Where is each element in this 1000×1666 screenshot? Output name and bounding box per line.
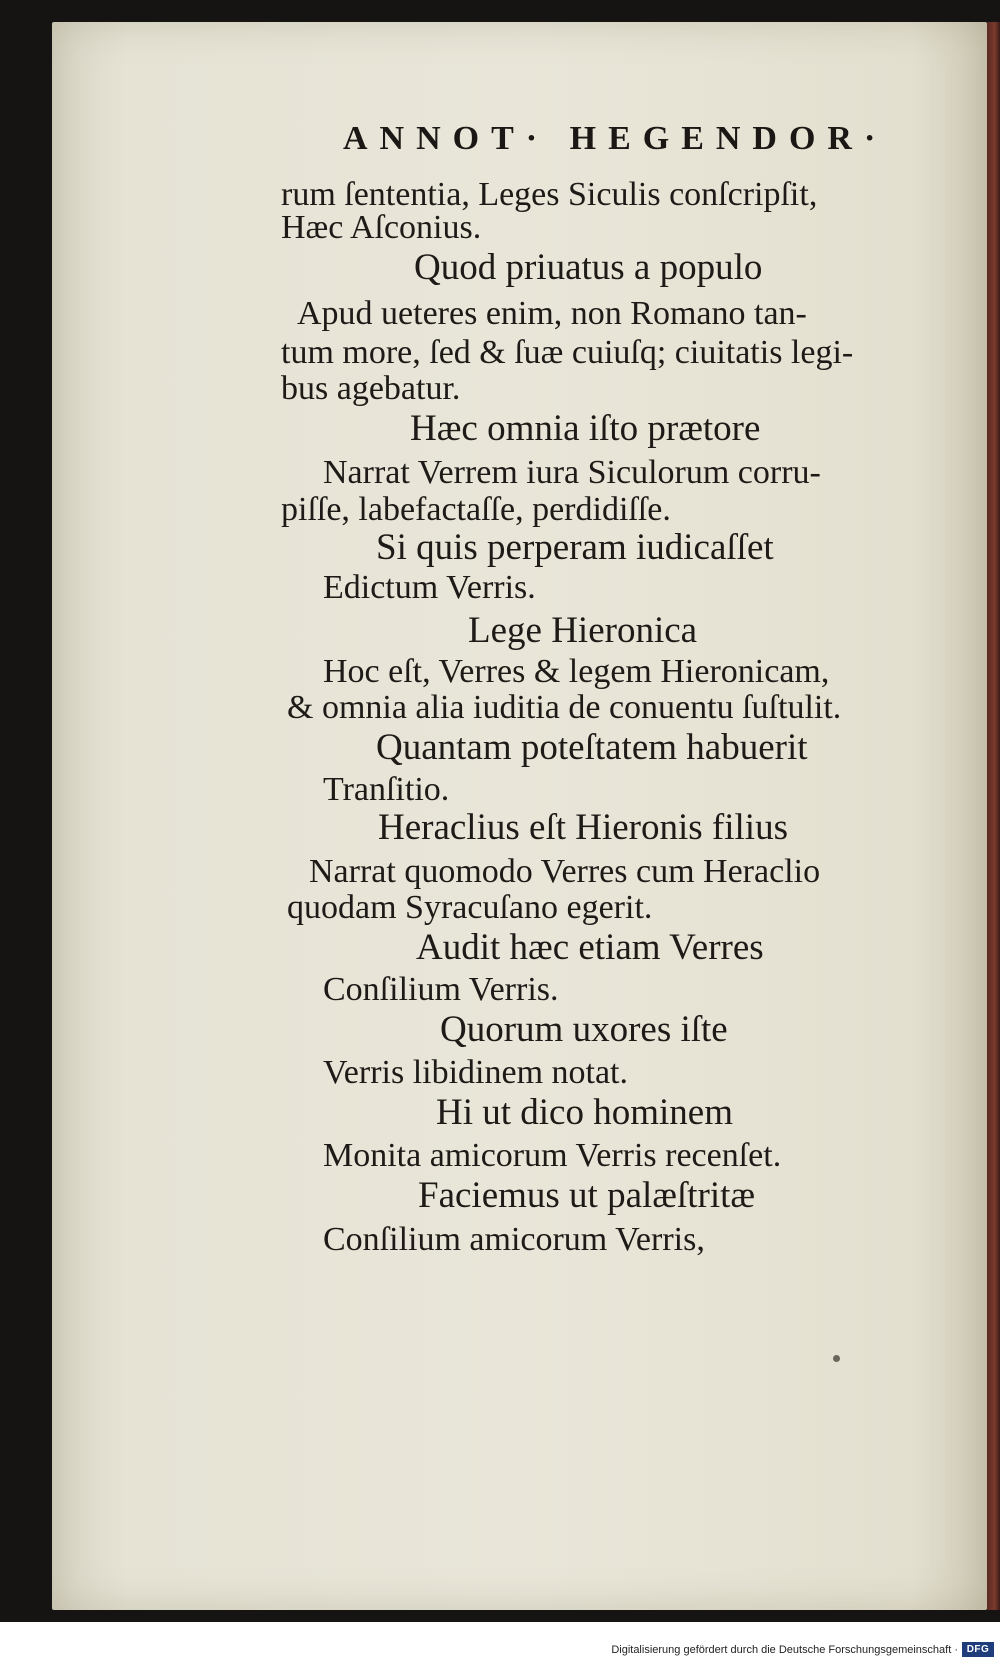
text-line: Conſilium amicorum Verris, — [323, 1221, 705, 1258]
text-line: Narrat quomodo Verres cum Heraclio — [309, 853, 821, 890]
digitization-credit: Digitalisierung gefördert durch die Deutsche Forschungsgemeinschaft · — [611, 1644, 958, 1656]
text-line: piſſe, labefactaſſe, perdidiſſe. — [281, 491, 671, 528]
lemma-heading: Lege Hieronica — [468, 610, 698, 651]
text-line: tum more, ſed & ſuæ cuiuſq; ciuitatis legi- — [281, 334, 854, 371]
text-line: rum ſententia, Leges Siculis conſcripſit, — [281, 176, 818, 213]
text-line: bus agebatur. — [281, 370, 461, 407]
lemma-heading: Hæc omnia iſto prætore — [410, 408, 761, 449]
lemma-heading: Heraclius eſt Hieronis filius — [378, 807, 788, 848]
lemma-heading: Quantam poteſtatem habuerit — [376, 727, 808, 768]
text-line: & omnia alia iuditia de conuentu ſuſtulit. — [287, 689, 842, 726]
lemma-heading: Quod priuatus a populo — [414, 247, 763, 288]
lemma-heading: Quorum uxores iſte — [440, 1009, 728, 1050]
lemma-heading: Hi ut dico hominem — [436, 1092, 733, 1133]
text-line: Narrat Verrem iura Siculorum corru- — [323, 454, 821, 491]
text-line: quodam Syracuſano egerit. — [287, 889, 653, 926]
book-edge — [987, 22, 1000, 1610]
text-line: Apud ueteres enim, non Romano tan- — [297, 295, 807, 332]
text-line: Hæc Aſconius. — [281, 209, 482, 246]
lemma-heading: Audit hæc etiam Verres — [416, 927, 764, 968]
text-line: Tranſitio. — [323, 771, 450, 808]
dfg-logo: DFG — [962, 1642, 994, 1657]
lemma-heading: Faciemus ut palæſtritæ — [418, 1175, 756, 1216]
text-line: Edictum Verris. — [323, 569, 536, 606]
text-line: Verris libidinem notat. — [323, 1054, 629, 1091]
running-head: ANNOT· HEGENDOR· — [343, 120, 888, 157]
text-line: Hoc eſt, Verres & legem Hieronicam, — [323, 653, 830, 690]
lemma-heading: Si quis perperam iudicaſſet — [376, 527, 774, 568]
ink-dot — [833, 1355, 840, 1362]
text-line: Conſilium Verris. — [323, 971, 559, 1008]
text-line: Monita amicorum Verris recenſet. — [323, 1137, 782, 1174]
